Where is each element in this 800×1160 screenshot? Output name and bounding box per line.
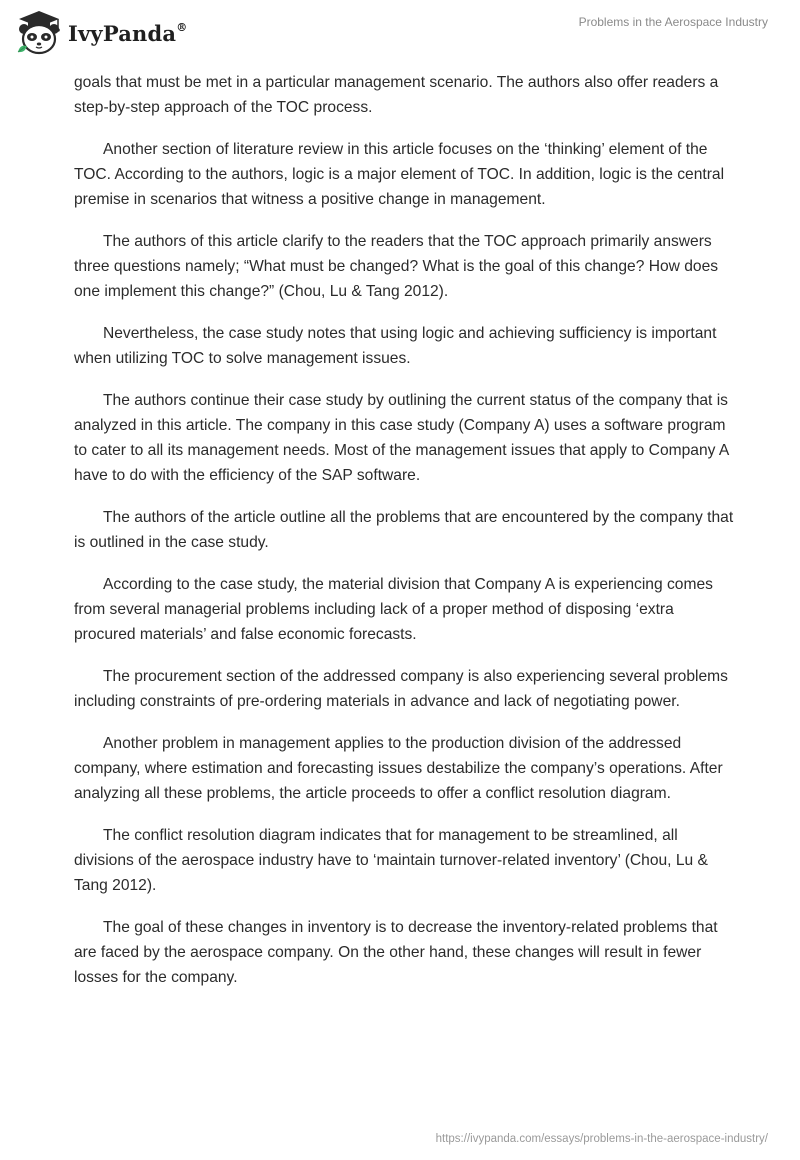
paragraph: According to the case study, the material division that Company A is experiencing comes from several managerial problems including lack of a proper method of disposing ‘extra procured materials’ and false economic forecasts. [74,576,713,643]
page-header [0,0,800,64]
paragraph: The authors of the article outline all the problems that are encountered by the company that is outlined in the case study. [74,509,734,551]
panda-graduate-icon [14,8,64,58]
brand-name-text: IvyPanda [68,20,177,46]
paragraph: goals that must be met in a particular management scenario. The authors also offer readers a step-by-step approach of the TOC process. [74,74,719,116]
source-url-link[interactable]: https://ivypanda.com/essays/problems-in-the-aerospace-industry/ [435,1133,768,1145]
paragraph: The authors of this article clarify to the readers that the TOC approach primarily answers three questions namely; “What must be changed? What is the goal of this change? How does one implement this change?” (Chou, Lu & Tang 2012). [74,233,719,300]
document-title: Problems in the Aerospace Industry [578,15,768,29]
paragraph: Nevertheless, the case study notes that using logic and achieving sufficiency is important when utilizing TOC to solve management issues. [74,325,717,367]
registered-mark: ® [176,20,188,34]
brand-logo[interactable] [14,8,187,58]
paragraph: The conflict resolution diagram indicates that for management to be streamlined, all divisions of the aerospace industry have to ‘maintain turnover-related inventory’ (Chou, Lu & Tang 2012). [74,827,708,894]
paragraph: The goal of these changes in inventory is to decrease the inventory-related problems that are faced by the aerospace company. On the other hand, these changes will result in fewer losses for the company. [74,919,718,986]
brand-name [68,21,187,46]
essay-body [74,70,734,1007]
paragraph: Another section of literature review in this article focuses on the ‘thinking’ element of the TOC. According to the authors, logic is a major element of TOC. In addition, logic is the central premise in scenarios that witness a positive change in management. [74,141,725,208]
paragraph: Another problem in management applies to the production division of the addressed company, where estimation and forecasting issues destabilize the company’s operations. After analyzing all these problems, the article proceeds to offer a conflict resolution diagram. [74,735,723,802]
paragraph: The authors continue their case study by outlining the current status of the company that is analyzed in this article. The company in this case study (Company A) uses a software program to cater to all its management needs. Most of the management issues that apply to Company A have to do with the efficiency of the SAP software. [74,392,729,484]
paragraph: The procurement section of the addressed company is also experiencing several problems including constraints of pre-ordering materials in advance and lack of negotiating power. [74,668,728,710]
